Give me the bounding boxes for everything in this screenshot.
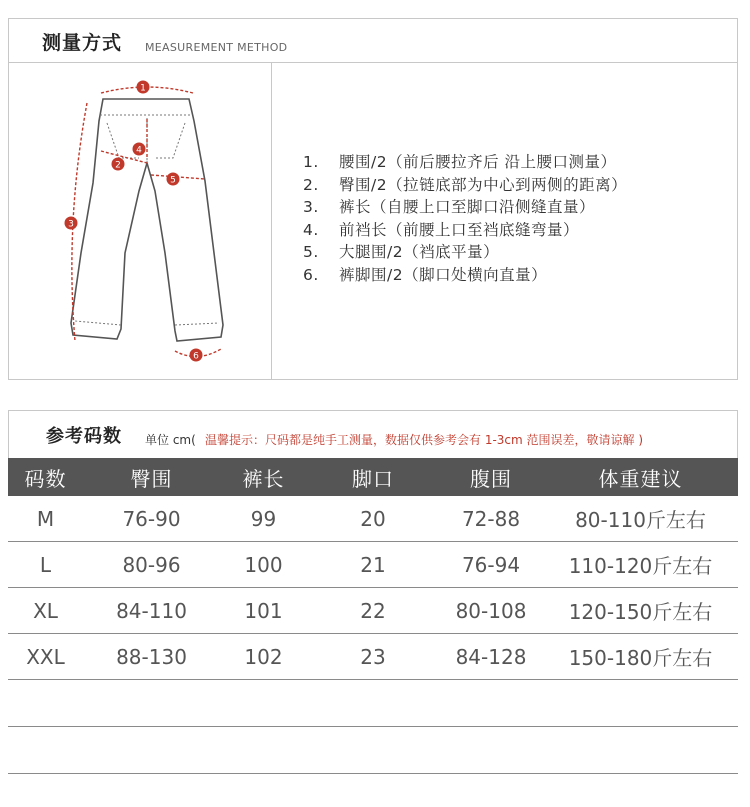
svg-text:6: 6: [193, 351, 199, 362]
cell-weight: 110-120斤左右: [543, 542, 738, 588]
measurement-header: [9, 19, 737, 63]
cell-length: 101: [220, 588, 307, 634]
size-header: [8, 410, 738, 458]
measurement-subtitle: MEASUREMENT METHOD: [145, 41, 288, 54]
cell-hem: 22: [307, 588, 439, 634]
svg-text:5: 5: [170, 175, 176, 186]
col-weight: 体重建议: [543, 458, 738, 496]
cell-belly: 80-108: [439, 588, 543, 634]
svg-text:2: 2: [115, 160, 121, 171]
step-item: 6. 裤脚围/2（脚口处横向直量）: [303, 265, 548, 284]
cell-weight: 150-180斤左右: [543, 634, 738, 680]
cell-size: L: [8, 542, 83, 588]
table-row: [8, 634, 738, 680]
cell-hem: 21: [307, 542, 439, 588]
cell-hip: 84-110: [83, 588, 220, 634]
cell-hip: 80-96: [83, 542, 220, 588]
unit-label: 单位 cm(: [145, 433, 196, 447]
cell-belly: 84-128: [439, 634, 543, 680]
cell-length: 100: [220, 542, 307, 588]
cell-length: 102: [220, 634, 307, 680]
pants-diagram: [9, 63, 272, 379]
svg-text:4: 4: [136, 145, 142, 156]
step-item: 4. 前裆长（前腰上口至裆底缝弯量）: [303, 220, 580, 239]
empty-cell: [8, 680, 738, 727]
cell-hem: 23: [307, 634, 439, 680]
marker-3: [65, 217, 78, 230]
cell-hip: 76-90: [83, 496, 220, 542]
cell-hip: 88-130: [83, 634, 220, 680]
empty-cell: [8, 727, 738, 774]
cell-belly: 76-94: [439, 542, 543, 588]
step-item: 3. 裤长（自腰上口至脚口沿侧缝直量）: [303, 198, 596, 216]
cell-size: XXL: [8, 634, 83, 680]
step-item: 2. 臀围/2（拉链底部为中心到两侧的距离）: [303, 175, 628, 194]
size-title: 参考码数: [46, 426, 122, 447]
table-row: [8, 542, 738, 588]
table-row: [8, 496, 738, 542]
marker-5: [167, 173, 180, 186]
size-note: 温馨提示：尺码都是纯手工测量，数据仅供参考会有 1-3cm 范围误差，敬请谅解 ): [205, 433, 644, 447]
empty-row: [8, 680, 738, 727]
cell-size: XL: [8, 588, 83, 634]
size-table: [8, 458, 738, 774]
empty-row: [8, 727, 738, 774]
cell-weight: 120-150斤左右: [543, 588, 738, 634]
measurement-title: 测量方式: [42, 32, 123, 54]
svg-text:3: 3: [68, 219, 74, 230]
marker-6: [190, 349, 203, 362]
measurement-steps: [303, 151, 627, 286]
step-item: 5. 大腿围/2（裆底平量）: [303, 243, 500, 261]
col-hip: 臀围: [83, 458, 220, 496]
step-item: 1. 腰围/2（前后腰拉齐后 沿上腰口测量）: [303, 153, 617, 171]
cell-belly: 72-88: [439, 496, 543, 542]
cell-hem: 20: [307, 496, 439, 542]
table-row: [8, 588, 738, 634]
marker-2: [112, 158, 125, 171]
cell-length: 99: [220, 496, 307, 542]
col-belly: 腹围: [439, 458, 543, 496]
size-table-header: [8, 458, 738, 496]
col-length: 裤长: [220, 458, 307, 496]
marker-4: [133, 143, 146, 156]
marker-1: [137, 81, 150, 94]
svg-text:1: 1: [140, 83, 146, 94]
col-hem: 脚口: [307, 458, 439, 496]
col-size: 码数: [8, 458, 83, 496]
cell-weight: 80-110斤左右: [543, 496, 738, 542]
measurement-section: [8, 18, 738, 380]
pants-illustration: [9, 63, 271, 379]
cell-size: M: [8, 496, 83, 542]
